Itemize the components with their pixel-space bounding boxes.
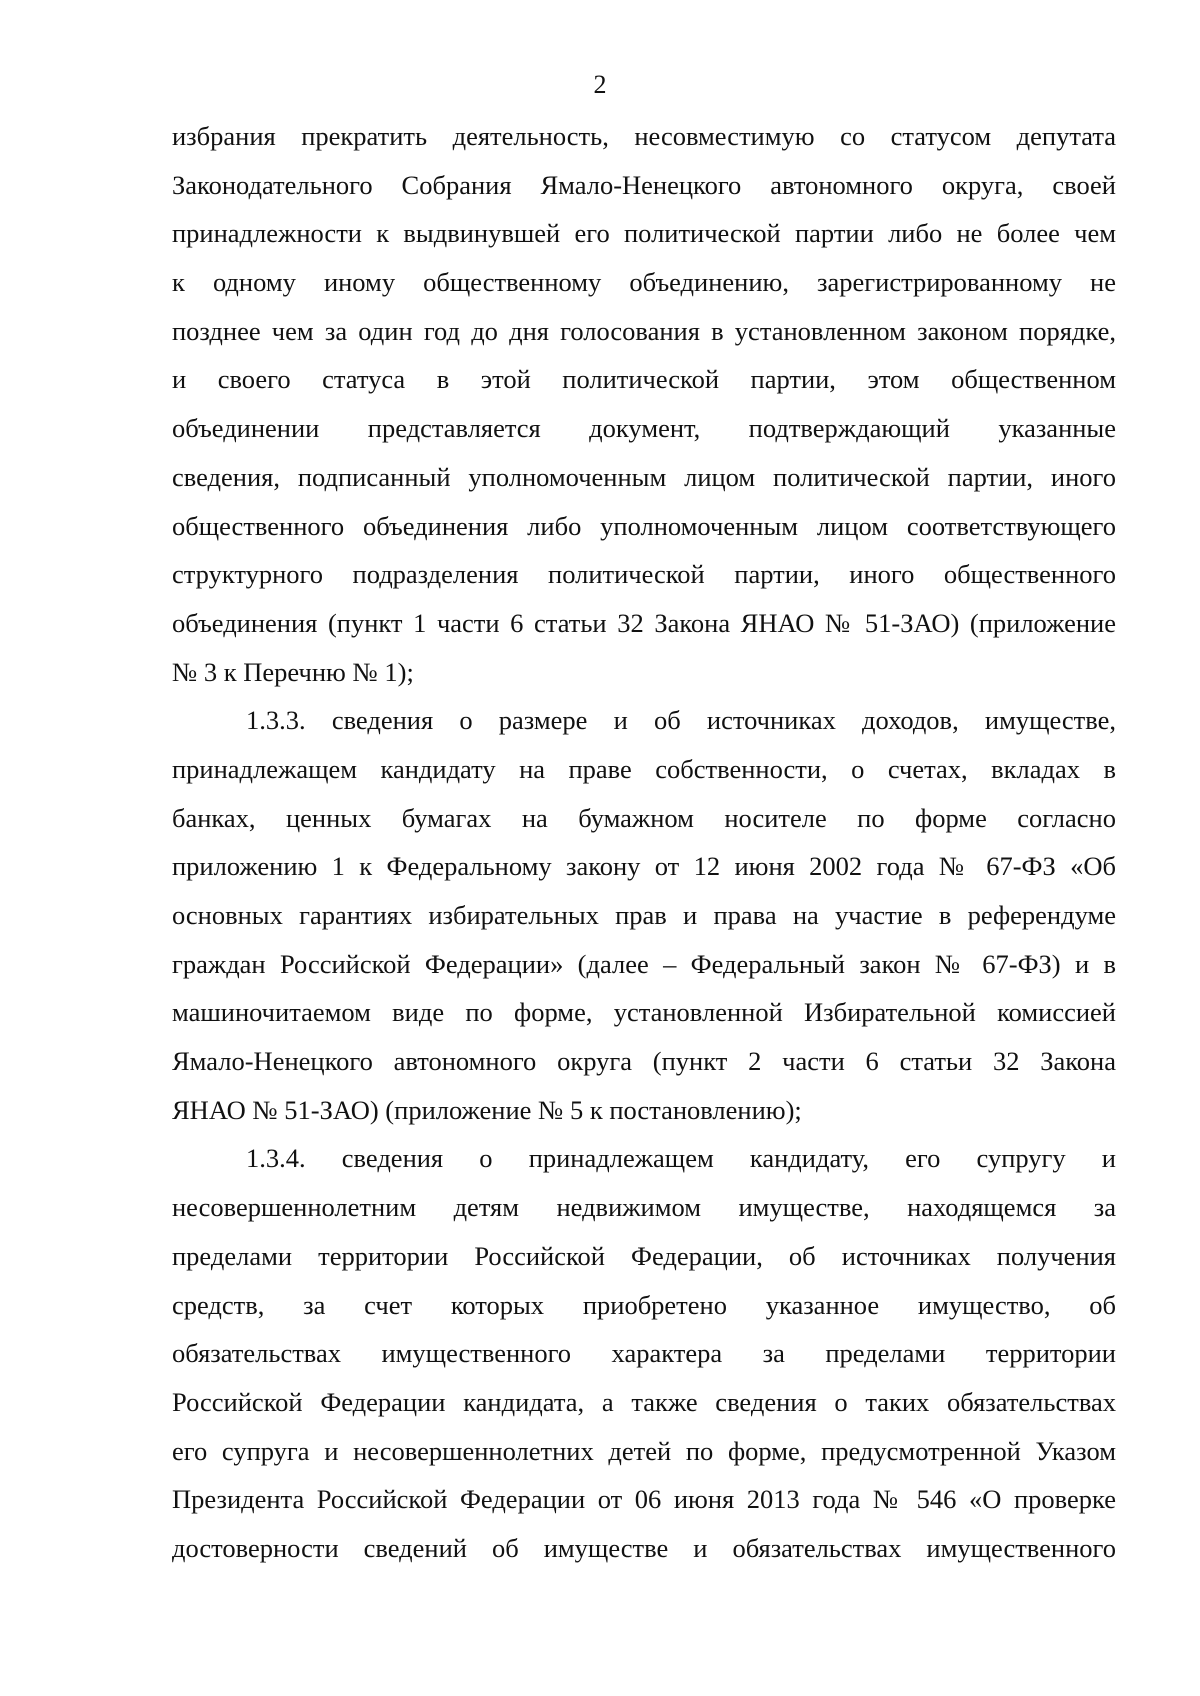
text-line: обязательствах имущественного характера за пределами территории: [172, 1338, 1116, 1369]
text-line: Законодательного Собрания Ямало-Ненецкого автономного округа, своей: [172, 169, 1116, 200]
document-body: [172, 112, 1116, 1573]
text-line: пределами территории Российской Федерации, об источниках получения: [172, 1240, 1116, 1271]
text-line: общественного объединения либо уполномоченным лицом соответствующего: [172, 510, 1116, 541]
text-line: Российской Федерации кандидата, а также сведения о таких обязательствах: [172, 1386, 1116, 1417]
text-line: к одному иному общественному объединению, зарегистрированному не: [172, 267, 1116, 298]
text-line: Президента Российской Федерации от 06 июня 2013 года № 546 «О проверке: [172, 1484, 1116, 1515]
text-line: его супруга и несовершеннолетних детей по форме, предусмотренной Указом: [172, 1435, 1116, 1466]
text-line: принадлежащем кандидату на праве собственности, о счетах, вкладах в: [172, 753, 1116, 784]
text-line: № 3 к Перечню № 1);: [172, 656, 414, 687]
text-line: сведения, подписанный уполномоченным лицом политической партии, иного: [172, 461, 1116, 492]
text-line: объединения (пункт 1 части 6 статьи 32 Закона ЯНАО № 51-ЗАО) (приложение: [172, 607, 1116, 638]
text-line: граждан Российской Федерации» (далее – Федеральный закон № 67-ФЗ) и в: [172, 948, 1116, 979]
text-line: и своего статуса в этой политической партии, этом общественном: [172, 364, 1116, 395]
text-line: Ямало-Ненецкого автономного округа (пункт 2 части 6 статьи 32 Закона: [172, 1046, 1116, 1077]
text-line: объединении представляется документ, подтверждающий указанные: [172, 413, 1116, 444]
text-line: структурного подразделения политической партии, иного общественного: [172, 559, 1116, 590]
text-line: 1.3.4. сведения о принадлежащем кандидату, его супругу и: [246, 1143, 1116, 1174]
page-number: 2: [593, 70, 607, 99]
text-line: средств, за счет которых приобретено указанное имущество, об: [172, 1289, 1116, 1320]
text-line: несовершеннолетним детям недвижимом имуществе, находящемся за: [172, 1192, 1116, 1223]
text-line: позднее чем за один год до дня голосования в установленном законом порядке,: [172, 315, 1116, 346]
text-line: 1.3.3. сведения о размере и об источниках доходов, имуществе,: [246, 705, 1116, 736]
text-line: принадлежности к выдвинувшей его политической партии либо не более чем: [172, 218, 1116, 249]
text-line: приложению 1 к Федеральному закону от 12 июня 2002 года № 67-ФЗ «Об: [172, 851, 1116, 882]
text-line: ЯНАО № 51-ЗАО) (приложение № 5 к постановлению);: [172, 1094, 802, 1125]
text-line: машиночитаемом виде по форме, установленной Избирательной комиссией: [172, 997, 1116, 1028]
text-line: достоверности сведений об имуществе и обязательствах имущественного: [172, 1532, 1116, 1563]
text-line: банках, ценных бумагах на бумажном носителе по форме согласно: [172, 802, 1116, 833]
text-line: избрания прекратить деятельность, несовместимую со статусом депутата: [172, 121, 1116, 151]
text-line: основных гарантиях избирательных прав и права на участие в референдуме: [172, 900, 1116, 930]
